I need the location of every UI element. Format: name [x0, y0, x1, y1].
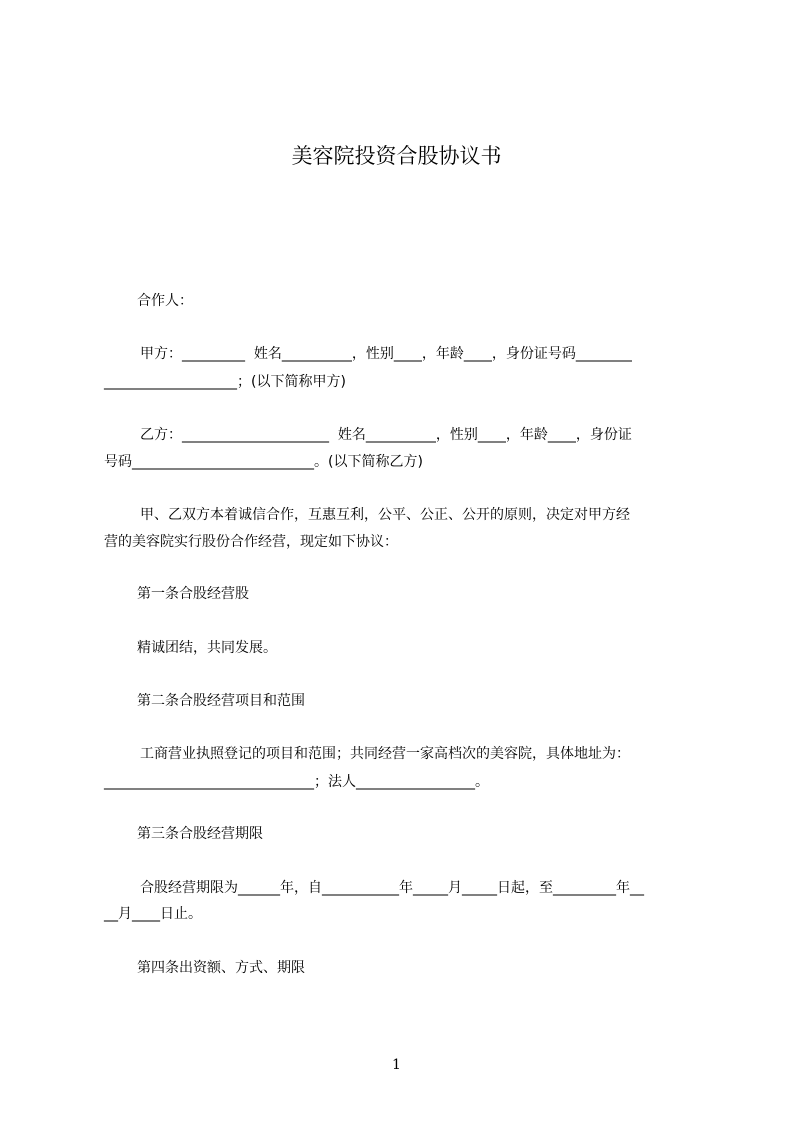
- article-3-line-1: 合股经营期限为______年，自___________年_____月_____日起，至_________年__: [140, 880, 644, 896]
- partners-label: 合作人：: [137, 293, 193, 309]
- intro-line-1: 甲、乙双方本着诚信合作，互惠互利，公平、公正、公开的原则，决定对甲方经: [140, 507, 630, 523]
- party-b-line-1: 乙方：_____________________ 姓名__________，性别____，年龄____，身份证: [140, 427, 632, 443]
- article-1-heading: 第一条合股经营股: [137, 586, 249, 602]
- party-a-line-2: ___________________；(以下简称甲方): [104, 374, 346, 390]
- article-2-line-1: 工商营业执照登记的项目和范围；共同经营一家高档次的美容院，具体地址为：: [140, 746, 630, 762]
- party-a-line-1: 甲方：_________ 姓名__________，性别____，年龄____，身份证号码________: [140, 346, 632, 362]
- article-2-heading: 第二条合股经营项目和范围: [137, 693, 305, 709]
- party-b-line-2: 号码__________________________。(以下简称乙方): [104, 454, 423, 470]
- article-2-line-2: ______________________________；法人_________________。: [104, 774, 489, 790]
- intro-line-2: 营的美容院实行股份合作经营，现定如下协议：: [104, 534, 398, 550]
- article-3-line-2: __月____日止。: [104, 906, 202, 922]
- article-3-heading: 第三条合股经营期限: [137, 826, 263, 842]
- article-1-body: 精诚团结，共同发展。: [137, 640, 277, 656]
- page-number: 1: [392, 1057, 401, 1073]
- document-title: 美容院投资合股协议书: [291, 144, 502, 168]
- article-4-heading: 第四条出资额、方式、期限: [137, 960, 305, 976]
